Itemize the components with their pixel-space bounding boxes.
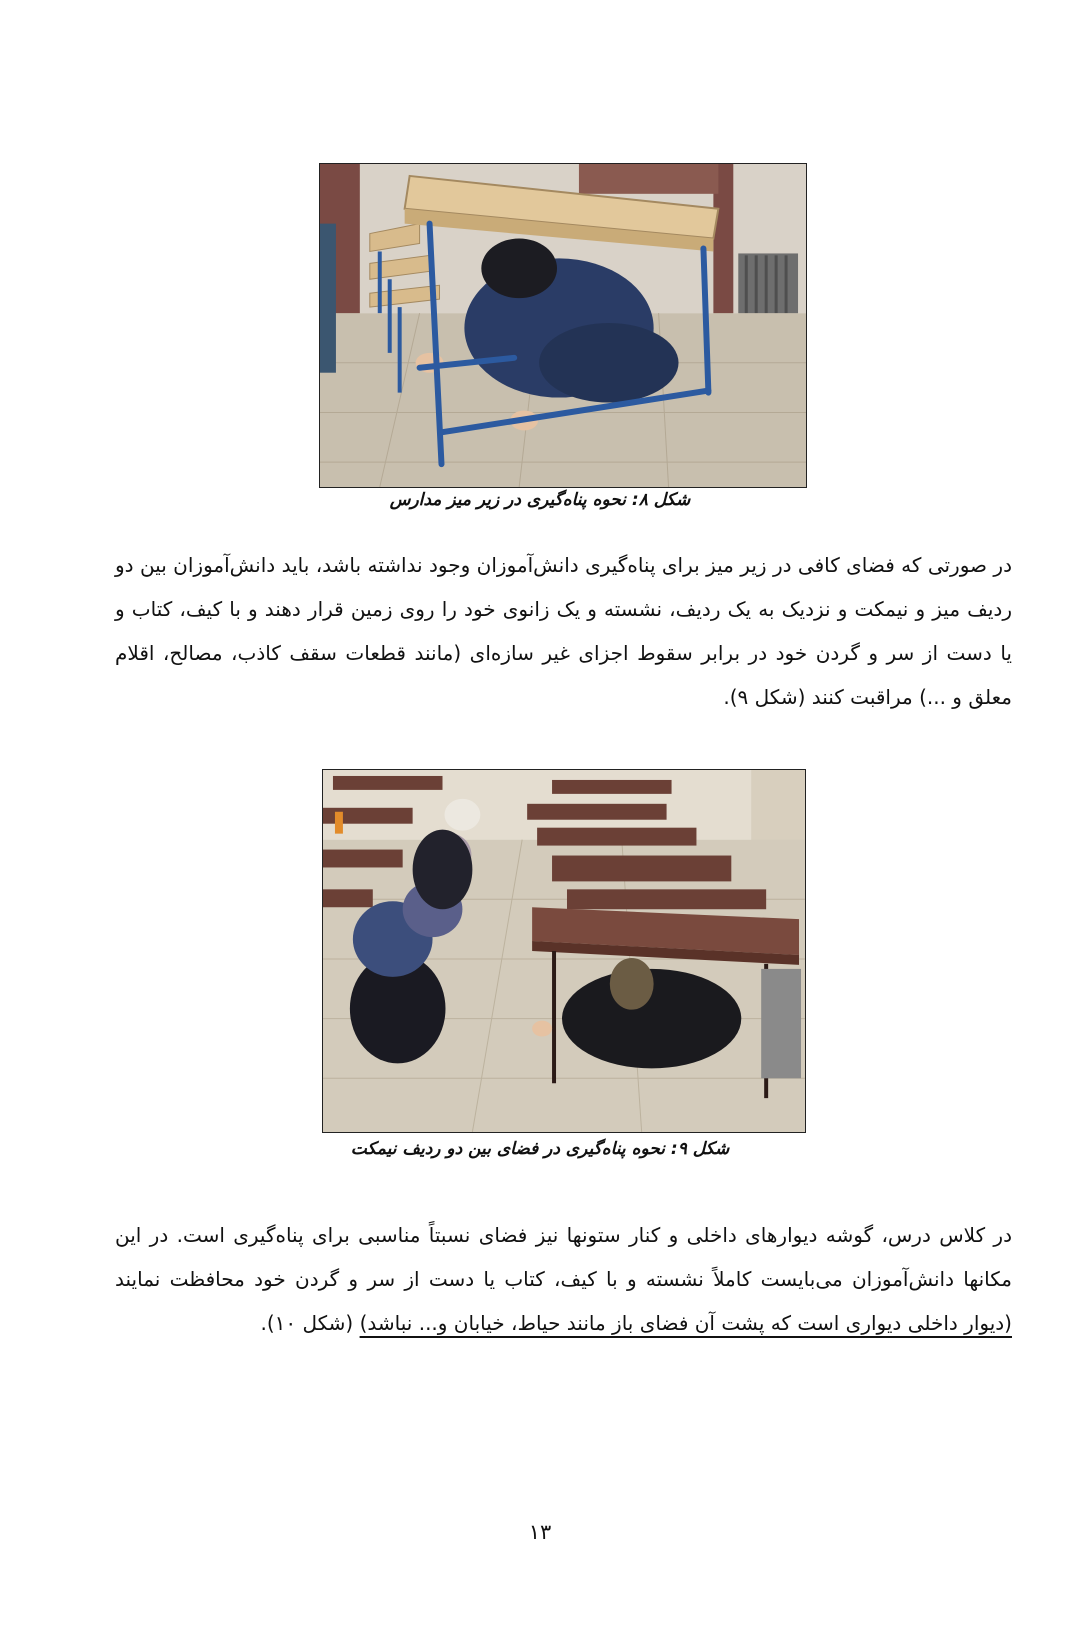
paragraph-2 bbox=[115, 1213, 1012, 1345]
paragraph-2-tail: (شکل ۱۰). bbox=[260, 1311, 360, 1335]
paragraph-1: در صورتی که فضای کافی در زیر میز برای پناه‌گیری دانش‌آموزان وجود نداشته باشد، باید دانش‌آموزان بین دو ردیف میز و نیمکت و نزدیک به یک ردیف، نشسته و یک زانوی خود را روی زمین قرار دهند و با کیف، کتاب و یا دست از سر و گردن خود در برابر سقوط اجزای غیر سازه‌ای (مانند قطعات سقف کاذب، مصالح، اقلام معلق و ...) مراقبت کنند (شکل ۹). bbox=[115, 553, 1012, 709]
figure-8-illustration bbox=[320, 164, 806, 487]
figure-9-caption: شکل ۹: نحوه پناه‌گیری در فضای بین دو ردیف نیمکت bbox=[350, 1139, 730, 1159]
page-number: ۱۳ bbox=[528, 1520, 552, 1544]
figure-8-photo bbox=[319, 163, 807, 488]
paragraph-2-text: در کلاس درس، گوشه دیوارهای داخلی و کنار ستونها نیز فضای نسبتاً مناسبی برای پناه‌گیری است. در این مکانها دانش‌آموزان می‌بایست کاملاً نشسته و با کیف، کتاب یا دست از سر و گردن خود محافظت نمایند bbox=[115, 1223, 1012, 1291]
figure-8-caption: شکل ۸: نحوه پناه‌گیری در زیر میز مدارس bbox=[389, 490, 691, 510]
figure-9-illustration bbox=[323, 770, 805, 1132]
paragraph-2-underlined-note: (دیوار داخلی دیواری است که پشت آن فضای باز مانند حیاط، خیابان و... نباشد) bbox=[359, 1311, 1012, 1335]
figure-9-photo bbox=[322, 769, 806, 1133]
